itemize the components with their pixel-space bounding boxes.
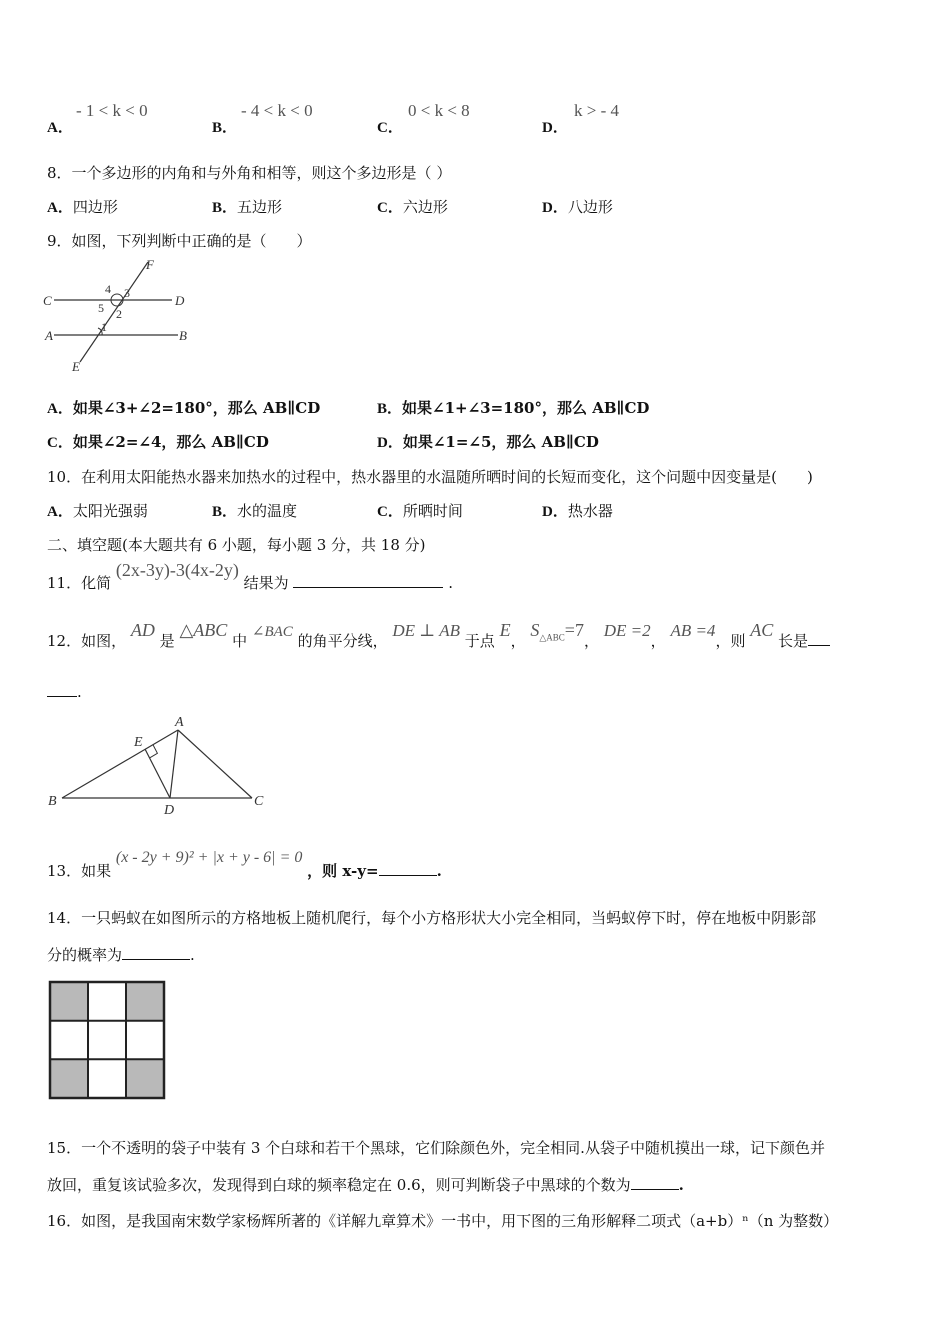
q9-option-a-text: 如果∠3+∠2=180°，那么 AB∥CD — [72, 399, 321, 417]
angle-5-label: 5 — [98, 301, 104, 315]
angle-2-label: 2 — [116, 307, 122, 321]
q14-line-2 — [47, 944, 195, 965]
q12-period: . — [77, 683, 82, 701]
q8-option-a-text: 四边形 — [72, 198, 118, 216]
grid-cell-shaded — [50, 1059, 88, 1098]
q7-option-a-label: A． — [47, 120, 73, 136]
q15-answer-blank[interactable] — [631, 1175, 679, 1190]
q14-line-2-text: 分的概率为 — [47, 946, 123, 964]
q10-option-a-text: 太阳光强弱 — [72, 502, 148, 520]
q15-period: . — [678, 1176, 684, 1194]
segment-ba — [62, 730, 178, 798]
q14-period: . — [190, 946, 195, 964]
q12-number: 12．如图， — [47, 632, 127, 650]
q8-option-b-label: B． — [212, 200, 238, 216]
q12-line — [47, 620, 830, 654]
q8-option-d-text: 八边形 — [567, 198, 613, 216]
q12-text-5: ，则 — [715, 632, 746, 650]
q9-option-d-label: D． — [377, 435, 403, 451]
point-a-label: A — [45, 328, 53, 343]
q12-area-value: =7 — [564, 620, 584, 640]
q10-option-c-label: C． — [377, 504, 403, 520]
q12-figure — [40, 708, 280, 820]
point-b-label: B — [179, 328, 187, 343]
q12-de-value: DE =2 — [603, 621, 651, 640]
q7-option-a-expr: - 1 < k < 0 — [76, 101, 148, 120]
q12-point-c-label: C — [254, 794, 264, 809]
q12-text-2: 中 — [232, 632, 248, 650]
q13-number: 13．如果 — [47, 862, 112, 880]
q10-option-b-text: 水的温度 — [237, 502, 298, 520]
q7-option-d-label: D． — [542, 120, 568, 136]
q12-ad: AD — [130, 620, 155, 640]
angle-3-label: 3 — [124, 286, 130, 300]
q12-answer-blank-end[interactable] — [47, 682, 77, 697]
q7-option-b-label: B． — [212, 120, 238, 136]
q12-angle: ∠BAC — [251, 624, 293, 640]
segment-ac — [178, 730, 252, 798]
grid-cell-blank — [88, 1021, 126, 1060]
q10-option-c-text: 所晒时间 — [402, 502, 463, 520]
q12-point-a-label: A — [175, 715, 184, 730]
q9-option-c-label: C． — [47, 435, 73, 451]
angle-4-label: 4 — [105, 282, 111, 296]
q12-line-2 — [47, 682, 82, 701]
q9-option-a-label: A． — [47, 401, 73, 417]
q11-period: . — [448, 574, 453, 592]
segment-ad — [170, 730, 178, 798]
q11-line — [47, 560, 453, 594]
q12-area-subscript: △ABC — [539, 632, 565, 643]
q9-stem: 9．如图，下列判断中正确的是（ ） — [47, 232, 312, 250]
q12-triangle: △ABC — [179, 620, 228, 640]
line-ef — [80, 262, 148, 362]
q13-expression: (x - 2y + 9)² + |x + y - 6| = 0 — [115, 849, 303, 866]
q8-stem: 8．一个多边形的内角和与外角和相等，则这个多边形是（ ） — [47, 164, 452, 182]
grid-cell-blank — [88, 1059, 126, 1098]
grid-cell-blank — [50, 1021, 88, 1060]
q13-answer-blank[interactable] — [379, 861, 437, 876]
q13-period: . — [436, 862, 442, 880]
q14-line-1: 14．一只蚂蚁在如图所示的方格地板上随机爬行，每个小方格形状大小完全相同，当蚂蚁停下时，停在地板中阴影部 — [47, 909, 817, 927]
point-c-label: C — [43, 293, 52, 308]
q9-option-b-label: B． — [377, 401, 403, 417]
point-f-label: F — [146, 257, 154, 272]
segment-de — [145, 749, 170, 798]
q12-comma-1: ， — [510, 632, 526, 650]
q12-text-3: 的角平分线， — [297, 632, 388, 650]
q12-point-e: E — [499, 620, 511, 640]
q10-option-a-label: A． — [47, 504, 73, 520]
q13-line — [47, 846, 442, 880]
q10-stem: 10．在利用太阳能热水器来加热水的过程中，热水器里的水温随所晒时间的长短而变化，这个问题中因变量是( ) — [47, 468, 813, 486]
q12-text-6: 长是 — [778, 632, 809, 650]
q14-answer-blank[interactable] — [122, 945, 190, 960]
q12-area-s: S — [530, 620, 540, 640]
angle-1-label: 1 — [101, 320, 107, 334]
q8-option-a-label: A． — [47, 200, 73, 216]
q8-option-c-label: C． — [377, 200, 403, 216]
q12-comma-3: ， — [650, 632, 666, 650]
point-d-label: D — [175, 293, 185, 308]
grid-cell-shaded — [126, 1059, 164, 1098]
grid-cell-shaded — [50, 982, 88, 1021]
q12-ab-value: AB =4 — [670, 621, 716, 640]
q12-point-d-label: D — [164, 803, 175, 818]
grid-cell-blank — [88, 982, 126, 1021]
q7-option-c-label: C． — [377, 120, 403, 136]
q11-tail: 结果为 — [243, 574, 289, 592]
q12-area — [530, 620, 584, 643]
grid-cell-blank — [126, 1021, 164, 1060]
q8-option-c-text: 六边形 — [402, 198, 448, 216]
q9-option-d-text: 如果∠1=∠5，那么 AB∥CD — [402, 433, 599, 451]
q14-grid-figure — [48, 980, 168, 1102]
q16-line-1: 16．如图，是我国南宋数学家杨辉所著的《详解九章算术》一书中，用下图的三角形解释二项式（a+b）ⁿ（n 为整数） — [47, 1212, 839, 1230]
q11-answer-blank[interactable] — [293, 573, 443, 588]
q12-ac: AC — [750, 620, 774, 640]
q11-expression: (2x-3y)-3(4x-2y) — [115, 560, 239, 580]
q10-option-d-label: D． — [542, 504, 568, 520]
q12-comma-2: ， — [583, 632, 599, 650]
q12-perpendicular: DE ⊥ AB — [392, 621, 460, 640]
grid-cell-shaded — [126, 982, 164, 1021]
q9-option-b-text: 如果∠1+∠3=180°，那么 AB∥CD — [402, 399, 650, 417]
q15-line-1: 15．一个不透明的袋子中装有 3 个白球和若干个黑球，它们除颜色外，完全相同.从袋子中随机摸出一球，记下颜色并 — [47, 1139, 825, 1157]
section-2-title: 二、填空题(本大题共有 6 小题，每小题 3 分，共 18 分) — [47, 536, 426, 554]
q12-answer-blank-start[interactable] — [808, 631, 830, 646]
q12-text-1: 是 — [159, 632, 175, 650]
q11-number: 11．化简 — [47, 574, 112, 592]
q15-line-2 — [47, 1174, 684, 1195]
q8-option-d-label: D． — [542, 200, 568, 216]
q15-line-2-text: 放回，重复该试验多次，发现得到白球的频率稳定在 0.6，则可判断袋子中黑球的个数为 — [47, 1176, 631, 1194]
q7-option-c-expr: 0 < k < 8 — [408, 101, 470, 120]
q9-option-c-text: 如果∠2=∠4，那么 AB∥CD — [72, 433, 269, 451]
q10-option-d-text: 热水器 — [567, 502, 613, 520]
q7-option-b-expr: - 4 < k < 0 — [241, 101, 313, 120]
q12-text-4: 于点 — [464, 632, 495, 650]
q9-figure — [40, 256, 200, 376]
q7-option-d-expr: k > - 4 — [574, 101, 619, 120]
q8-option-b-text: 五边形 — [237, 198, 283, 216]
point-e-label: E — [72, 359, 80, 374]
q10-option-b-label: B． — [212, 504, 238, 520]
q13-tail: ，则 x-y= — [307, 862, 379, 880]
q12-point-b-label: B — [48, 794, 57, 809]
q12-point-e-label: E — [134, 735, 143, 750]
